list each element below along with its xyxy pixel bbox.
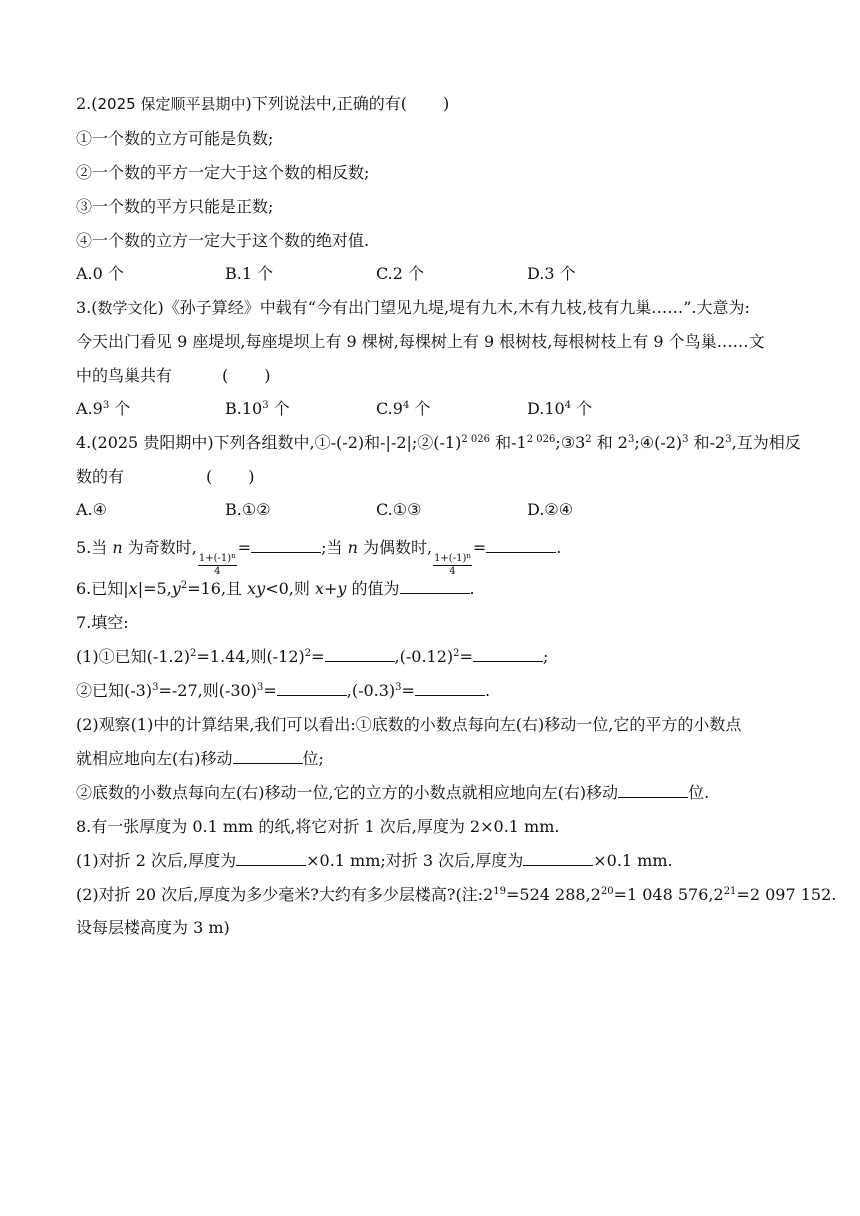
q3-option-b: $B.10^3$ 个: [225, 399, 290, 418]
q3-stem-line2: 今天出门看见 9 座堤坝,每座堤坝上有 9 棵树,每棵树上有 9 根树枝,每根树枝上有 9 个鸟巢……文: [76, 332, 765, 351]
q7-part1-square: (1)①已知$(-1.2)^2=1.44$,则$(-12)^2= ,(-0.12)^2=$ ;: [76, 647, 549, 666]
q3-option-c: $C.9^4$ 个: [376, 399, 431, 418]
q3-stem-line1: 3.(数学文化)《孙子算经》中载有“今有出门望见九堤,堤有九木,木有九枝,枝有九巢……”.大意为:: [76, 298, 750, 317]
q3-option-d: $D.10^4$ 个: [527, 399, 593, 418]
q2-option-b: B.1 个: [225, 264, 274, 283]
q2-statement-1: ①一个数的立方可能是负数;: [76, 129, 274, 148]
q2-statement-2: ②一个数的平方一定大于这个数的相反数;: [76, 163, 370, 182]
q2-option-d: D.3 个: [527, 264, 576, 283]
q6-line: 6.已知$|x|=5,y^2=16$,且 xy<0,则 x+y 的值为 .: [76, 579, 475, 598]
q3-stem-line3: 中的鸟巢共有 ( ): [76, 366, 271, 385]
q4-option-a: A.④: [76, 500, 107, 519]
q7-blank-1[interactable]: [325, 647, 395, 662]
q5-fraction-odd: $\frac{1+(-1)^n}{4}$: [198, 552, 236, 577]
q8-blank-1[interactable]: [236, 851, 306, 866]
q7-part1-cube: ②已知$(-3)^3=-27$,则$(-30)^3= ,(-0.3)^3=$ .: [76, 681, 491, 700]
q2-option-a: A.0 个: [76, 264, 124, 283]
q7-part2-line3: ②底数的小数点每向左(右)移动一位,它的立方的小数点就相应地向左(右)移动 位.: [76, 783, 710, 802]
q5-fraction-even: $\frac{1+(-1)^n}{4}$: [434, 552, 471, 577]
q8-part1: (1)对折 2 次后,厚度为 ×0.1 mm;对折 3 次后,厚度为 ×0.1 mm.: [76, 851, 673, 870]
q8-part2-line2: 设每层楼高度为 3 m): [76, 918, 230, 937]
q7-blank-5[interactable]: [233, 749, 303, 764]
q8-stem: 8.有一张厚度为 0.1 mm 的纸,将它对折 1 次后,厚度为 2×0.1 mm.: [76, 817, 560, 836]
q2-statement-3: ③一个数的平方只能是正数;: [76, 197, 274, 216]
q3-culture-tag: 数学文化: [97, 299, 158, 317]
q7-blank-3[interactable]: [277, 681, 347, 696]
q2-statement-4: ④一个数的立方一定大于这个数的绝对值.: [76, 231, 370, 250]
q7-blank-4[interactable]: [415, 681, 485, 696]
q4-option-d: D.②④: [527, 500, 574, 519]
q2-source-tag: 2025 保定顺平县期中: [97, 95, 246, 113]
q4-option-b: B.①②: [225, 500, 271, 519]
q4-option-c: C.①③: [376, 500, 422, 519]
q5-line: 5.当 n 为奇数时, $\frac{1+(-1)^n}{4}$ = ;当 n 为偶数时, $\frac{1+(-1)^n}{4}$ = .: [76, 538, 562, 577]
q2-option-c: C.2 个: [376, 264, 425, 283]
q7-blank-2[interactable]: [473, 647, 543, 662]
q4-stem-line1: 4.(2025 贵阳期中)下列各组数中,①-(-2)和$-|-2|;②(-1)^{2 026}$ 和$-1^{2 026};③3^2$ 和 $2^3;④(-2)^3$ 和$-2^3$,互为相反: [76, 433, 801, 452]
q8-part2-line1: (2)对折 20 次后,厚度为多少毫米?大约有多少层楼高?(注$:2^{19}=524$ $288,2^{20}=1$ 048 $576,2^{21}=2$ 097 152.: [76, 885, 837, 904]
q4-stem-line2: 数的有 ( ): [76, 467, 255, 486]
q6-blank[interactable]: [400, 579, 470, 594]
q3-option-a: $A.9^3$ 个: [76, 399, 131, 418]
q2-stem: 2.(2025 保定顺平县期中)下列说法中,正确的有( ): [76, 94, 450, 113]
q7-part2-line2: 就相应地向左(右)移动 位;: [76, 749, 324, 768]
q5-blank-odd[interactable]: [251, 538, 321, 553]
q7-title: 7.填空:: [76, 613, 129, 632]
q5-blank-even[interactable]: [486, 538, 556, 553]
q7-part2-line1: (2)观察(1)中的计算结果,我们可以看出:①底数的小数点每向左(右)移动一位,它的平方的小数点: [76, 715, 742, 734]
q7-blank-6[interactable]: [618, 783, 688, 798]
q8-blank-2[interactable]: [523, 851, 593, 866]
